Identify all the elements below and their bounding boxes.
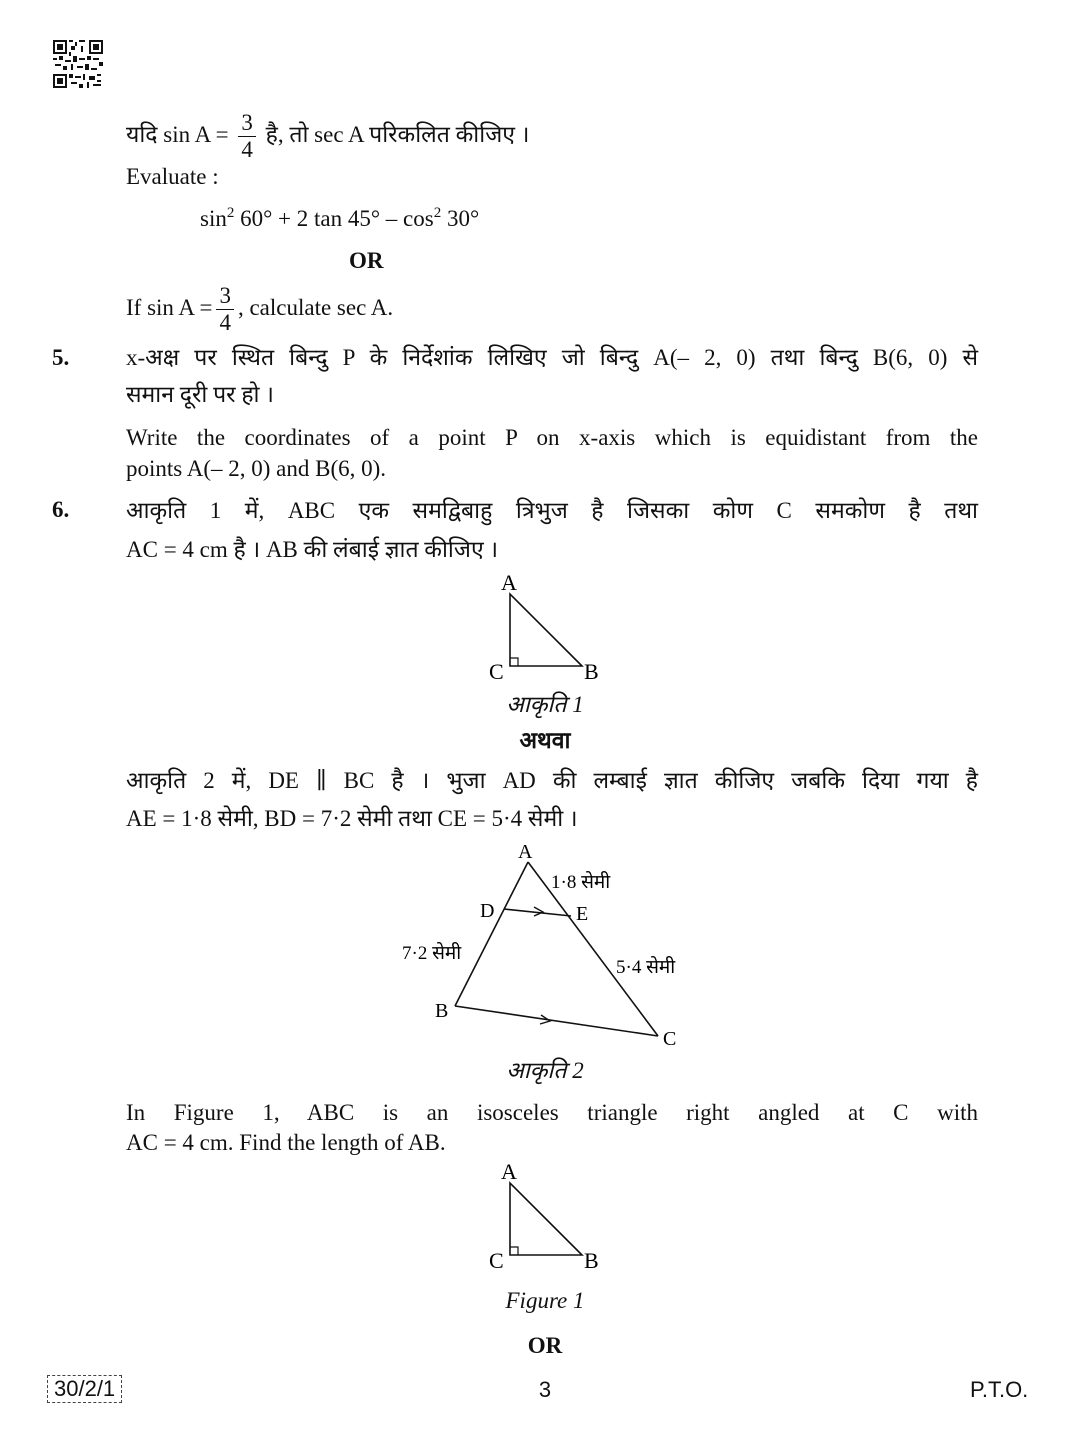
right-angle-mark bbox=[510, 1247, 518, 1255]
expr-part: sin bbox=[200, 206, 227, 231]
fraction-numerator: 3 bbox=[216, 283, 234, 310]
q5-hindi-line1: x-अक्ष पर स्थित बिन्दु P के निर्देशांक लिखिए जो बिन्दु A(– 2, 0) तथा बिन्दु B(6, 0) से bbox=[126, 345, 978, 370]
q5-hindi-line2: समान दूरी पर हो । bbox=[126, 382, 274, 407]
figure-1-english-caption: Figure 1 bbox=[505, 1288, 585, 1313]
q4-or-label: OR bbox=[349, 248, 384, 273]
vertex-label-a: A bbox=[501, 1159, 517, 1184]
expr-part: 60° + 2 tan 45° – cos bbox=[234, 206, 434, 231]
q4-eng-suffix: , calculate sec A. bbox=[237, 294, 394, 320]
q4-hindi-line bbox=[126, 110, 529, 163]
side-ab bbox=[455, 862, 528, 1006]
length-label-ce: 5·4 सेमी bbox=[616, 957, 676, 978]
q4-hindi-prefix: यदि sin A = bbox=[126, 121, 229, 147]
fraction-denominator: 4 bbox=[241, 137, 253, 162]
length-label-bd: 7·2 सेमी bbox=[402, 943, 462, 964]
vertex-label-a: A bbox=[501, 570, 517, 595]
q4-expression bbox=[200, 204, 479, 234]
paper-code-box bbox=[47, 1375, 122, 1403]
vertex-label-b: B bbox=[584, 659, 599, 684]
side-bc bbox=[455, 1006, 658, 1036]
page-number: 3 bbox=[538, 1377, 552, 1402]
q4-hindi-suffix: है, तो sec A परिकलित कीजिए । bbox=[265, 121, 530, 147]
expr-exponent: 2 bbox=[433, 205, 442, 221]
vertex-label-e: E bbox=[576, 903, 589, 925]
q4-evaluate-label: Evaluate : bbox=[126, 164, 219, 189]
q6-or-label: OR bbox=[527, 1333, 563, 1358]
q6-alt-hindi-line2: AE = 1·8 सेमी, BD = 7·2 सेमी तथा CE = 5·4 सेमी । bbox=[126, 806, 578, 831]
question-number: 6. bbox=[52, 497, 70, 522]
q4-english-line bbox=[126, 283, 393, 336]
qr-code bbox=[53, 40, 103, 88]
q6-alt-hindi-line1: आकृति 2 में, DE ∥ BC है । भुजा AD की लम्बाई ज्ञात कीजिए जबकि दिया गया है bbox=[126, 768, 978, 793]
question-number: 5. bbox=[52, 345, 70, 370]
triangle-abc bbox=[510, 1183, 582, 1255]
q6-hindi-line1: आकृति 1 में, ABC एक समद्विबाहु त्रिभुज है जिसका कोण C समकोण है तथा bbox=[126, 498, 978, 523]
q4-eng-fraction bbox=[216, 283, 234, 336]
figure-1-hindi bbox=[480, 566, 610, 686]
vertex-label-c: C bbox=[489, 1248, 504, 1273]
vertex-label-c: C bbox=[663, 1028, 677, 1050]
pto-label: P.T.O. bbox=[970, 1377, 1029, 1402]
q6-hindi-line2: AC = 4 cm है । AB की लंबाई ज्ञात कीजिए । bbox=[126, 537, 499, 562]
figure-2 bbox=[390, 836, 700, 1056]
right-angle-mark bbox=[510, 658, 518, 666]
fraction-denominator: 4 bbox=[219, 310, 231, 335]
athva-label: अथवा bbox=[519, 728, 571, 753]
triangle-abc bbox=[510, 594, 582, 666]
q5-english-line1: Write the coordinates of a point P on x-axis which is equidistant from the bbox=[126, 425, 978, 450]
q4-eng-prefix: If sin A = bbox=[126, 294, 213, 320]
q6-english-line2: AC = 4 cm. Find the length of AB. bbox=[126, 1130, 446, 1155]
q5-english-line2: points A(– 2, 0) and B(6, 0). bbox=[126, 456, 387, 481]
expr-part: 30° bbox=[441, 206, 480, 231]
paper-code: 30/2/1 bbox=[54, 1376, 116, 1401]
figure-1-hindi-caption: आकृति 1 bbox=[506, 692, 584, 717]
q6-english-line1: In Figure 1, ABC is an isosceles triangle right angled at C with bbox=[126, 1100, 978, 1125]
vertex-label-d: D bbox=[480, 900, 495, 922]
figure-2-caption: आकृति 2 bbox=[506, 1058, 584, 1083]
vertex-label-a: A bbox=[518, 841, 533, 863]
vertex-label-c: C bbox=[489, 659, 504, 684]
fraction-numerator: 3 bbox=[238, 110, 256, 137]
q4-hindi-fraction bbox=[238, 110, 256, 163]
vertex-label-b: B bbox=[435, 1000, 449, 1022]
expr-exponent: 2 bbox=[226, 205, 235, 221]
length-label-ae: 1·8 सेमी bbox=[551, 872, 611, 893]
figure-1-english bbox=[480, 1155, 610, 1275]
vertex-label-b: B bbox=[584, 1248, 599, 1273]
